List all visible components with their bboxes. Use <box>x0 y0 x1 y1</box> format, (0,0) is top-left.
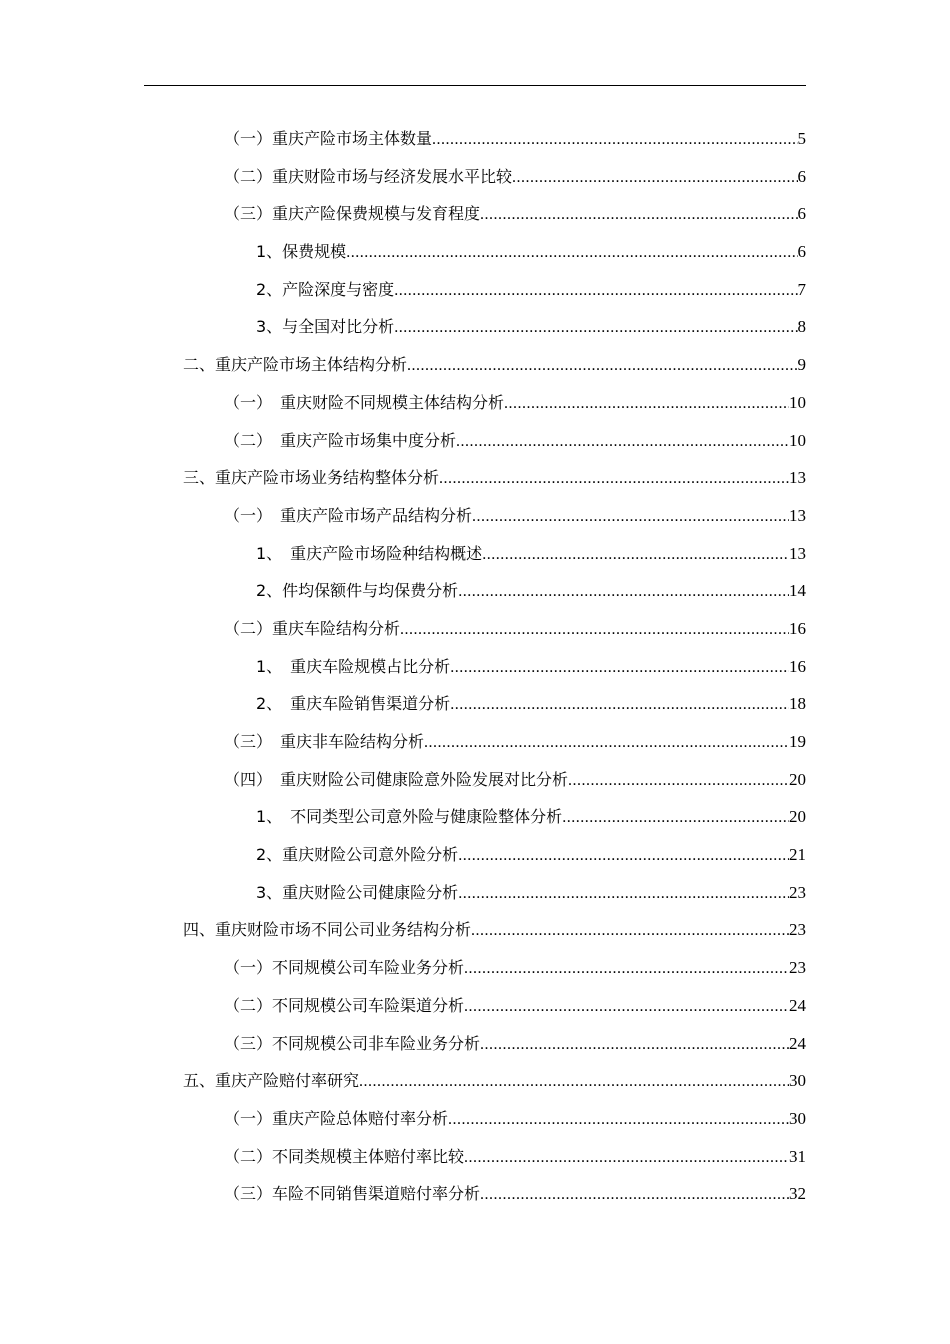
toc-entry-title: （二）不同类规模主体赔付率比较 <box>224 1146 465 1166</box>
toc-dot-leader <box>482 536 789 574</box>
toc-dot-leader <box>512 159 797 197</box>
toc-entry-title: （三） 重庆非车险结构分析 <box>224 732 425 751</box>
toc-entry-page: 7 <box>797 279 806 299</box>
toc-dot-leader <box>448 1101 789 1139</box>
toc-entry-page: 30 <box>789 1108 806 1128</box>
toc-entry[interactable] <box>0 685 950 723</box>
toc-entry[interactable] <box>0 723 950 761</box>
toc-entry[interactable] <box>0 648 950 686</box>
toc-entry-title: 四、重庆财险市场不同公司业务结构分析 <box>183 920 472 940</box>
toc-entry[interactable] <box>0 911 950 949</box>
toc-entry-title: 2、重庆财险公司意外险分析 <box>256 845 459 865</box>
toc-entry-page: 13 <box>789 505 806 525</box>
toc-entry[interactable] <box>0 949 950 987</box>
toc-entry-title: 1、 重庆车险规模占比分析 <box>256 656 451 676</box>
toc-entry-page: 32 <box>789 1184 806 1204</box>
toc-entry[interactable] <box>0 497 950 535</box>
toc-dot-leader <box>464 950 789 988</box>
toc-entry-page: 20 <box>789 769 806 789</box>
toc-entry[interactable] <box>0 1100 950 1138</box>
toc-entry-title: （四） 重庆财险公司健康险意外险发展对比分析 <box>224 769 569 789</box>
toc-entry[interactable] <box>0 346 950 384</box>
toc-entry[interactable] <box>0 1138 950 1176</box>
toc-entry-title: （三）车险不同销售渠道赔付率分析 <box>224 1184 481 1204</box>
toc-entry-title: （一）重庆产险市场主体数量 <box>224 129 433 148</box>
toc-entry[interactable] <box>0 120 950 158</box>
toc-entry[interactable] <box>0 987 950 1025</box>
toc-dot-leader <box>359 1063 789 1101</box>
toc-entry-page: 20 <box>789 807 806 827</box>
toc-entry-page: 6 <box>797 204 806 224</box>
toc-entry-page: 23 <box>789 958 806 978</box>
toc-entry-title: 2、件均保额件与均保费分析 <box>256 581 459 601</box>
toc-dot-leader <box>464 1139 789 1177</box>
toc-dot-leader <box>394 272 797 310</box>
toc-entry[interactable] <box>0 308 950 346</box>
toc-dot-leader <box>568 762 789 800</box>
toc-entry[interactable] <box>0 836 950 874</box>
toc-dot-leader <box>346 234 797 272</box>
toc-entry[interactable] <box>0 422 950 460</box>
toc-entry-page: 18 <box>789 694 806 714</box>
toc-entry-page: 31 <box>789 1146 806 1166</box>
toc-entry[interactable] <box>0 610 950 648</box>
toc-dot-leader <box>400 611 789 649</box>
toc-dot-leader <box>450 686 789 724</box>
toc-entry-page: 6 <box>797 166 806 186</box>
toc-entry[interactable] <box>0 195 950 233</box>
toc-entry-title: （三）重庆产险保费规模与发育程度 <box>224 204 481 224</box>
toc-entry-title: （二）不同规模公司车险渠道分析 <box>224 995 465 1015</box>
toc-entry-page: 5 <box>797 129 806 148</box>
toc-entry[interactable] <box>0 1175 950 1213</box>
toc-entry-title: （一） 重庆财险不同规模主体结构分析 <box>224 392 505 412</box>
toc-dot-leader <box>480 1026 789 1064</box>
toc-dot-leader <box>439 460 789 498</box>
toc-entry-title: 3、重庆财险公司健康险分析 <box>256 882 459 902</box>
toc-dot-leader <box>471 912 789 950</box>
toc-entry-title: （二） 重庆产险市场集中度分析 <box>224 430 457 450</box>
toc-entry-page: 24 <box>789 1033 806 1053</box>
toc-entry-page: 30 <box>789 1071 806 1091</box>
toc-entry-title: （一）不同规模公司车险业务分析 <box>224 958 465 978</box>
toc-entry-page: 10 <box>789 430 806 450</box>
toc-entry-title: 2、 重庆车险销售渠道分析 <box>256 694 451 714</box>
toc-entry-title: （二）重庆财险市场与经济发展水平比较 <box>224 166 513 186</box>
toc-entry-page: 8 <box>797 317 806 337</box>
toc-entry-title: 1、保费规模 <box>256 242 347 262</box>
toc-entry-page: 24 <box>789 995 806 1015</box>
toc-dot-leader <box>458 875 789 913</box>
toc-dot-leader <box>504 385 789 423</box>
toc-entry-title: （二）重庆车险结构分析 <box>224 618 401 638</box>
toc-entry[interactable] <box>0 535 950 573</box>
toc-entry-title: （一） 重庆产险市场产品结构分析 <box>224 505 473 525</box>
toc-entry-page: 9 <box>797 355 806 375</box>
toc-entry-page: 16 <box>789 618 806 638</box>
toc-dot-leader <box>464 988 789 1026</box>
toc-entry-title: 五、重庆产险赔付率研究 <box>183 1071 360 1091</box>
header-rule <box>144 85 806 86</box>
toc-entry-page: 23 <box>789 920 806 940</box>
toc-entry[interactable] <box>0 761 950 799</box>
toc-entry-title: 3、与全国对比分析 <box>256 317 395 337</box>
toc-entry-page: 6 <box>797 242 806 262</box>
toc-entry-page: 23 <box>789 882 806 902</box>
toc-entry[interactable] <box>0 233 950 271</box>
toc-entry-title: 2、产险深度与密度 <box>256 279 395 299</box>
toc-entry-title: （三）不同规模公司非车险业务分析 <box>224 1033 481 1053</box>
toc-entry[interactable] <box>0 384 950 422</box>
toc-entry-title: （一）重庆产险总体赔付率分析 <box>224 1108 449 1128</box>
toc-dot-leader <box>480 196 797 234</box>
toc-entry-page: 19 <box>789 732 806 751</box>
toc-entry-page: 14 <box>789 581 806 601</box>
toc-dot-leader <box>562 799 789 837</box>
toc-entry-page: 21 <box>789 845 806 865</box>
toc-dot-leader <box>450 649 789 687</box>
toc-entry[interactable] <box>0 572 950 610</box>
toc-entry[interactable] <box>0 798 950 836</box>
toc-dot-leader <box>394 309 797 347</box>
toc-dot-leader <box>456 423 789 461</box>
toc-dot-leader <box>458 573 789 611</box>
toc-entry-page: 10 <box>789 392 806 412</box>
table-of-contents <box>0 120 950 1213</box>
toc-entry-title: 1、 不同类型公司意外险与健康险整体分析 <box>256 807 563 827</box>
toc-dot-leader <box>458 837 789 875</box>
toc-entry-title: 二、重庆产险市场主体结构分析 <box>183 355 408 375</box>
toc-entry-page: 13 <box>789 543 806 563</box>
toc-entry[interactable] <box>0 459 950 497</box>
toc-entry[interactable] <box>0 271 950 309</box>
toc-entry-title: 三、重庆产险市场业务结构整体分析 <box>183 468 440 488</box>
toc-entry[interactable] <box>0 874 950 912</box>
toc-dot-leader <box>424 724 789 762</box>
toc-entry-page: 13 <box>789 468 806 488</box>
toc-entry[interactable] <box>0 1025 950 1063</box>
toc-entry-page: 16 <box>789 656 806 676</box>
toc-entry[interactable] <box>0 158 950 196</box>
toc-dot-leader <box>432 121 797 159</box>
toc-dot-leader <box>407 347 797 385</box>
toc-entry-title: 1、 重庆产险市场险种结构概述 <box>256 543 483 563</box>
toc-dot-leader <box>472 498 789 536</box>
toc-entry[interactable] <box>0 1062 950 1100</box>
toc-dot-leader <box>480 1176 789 1214</box>
